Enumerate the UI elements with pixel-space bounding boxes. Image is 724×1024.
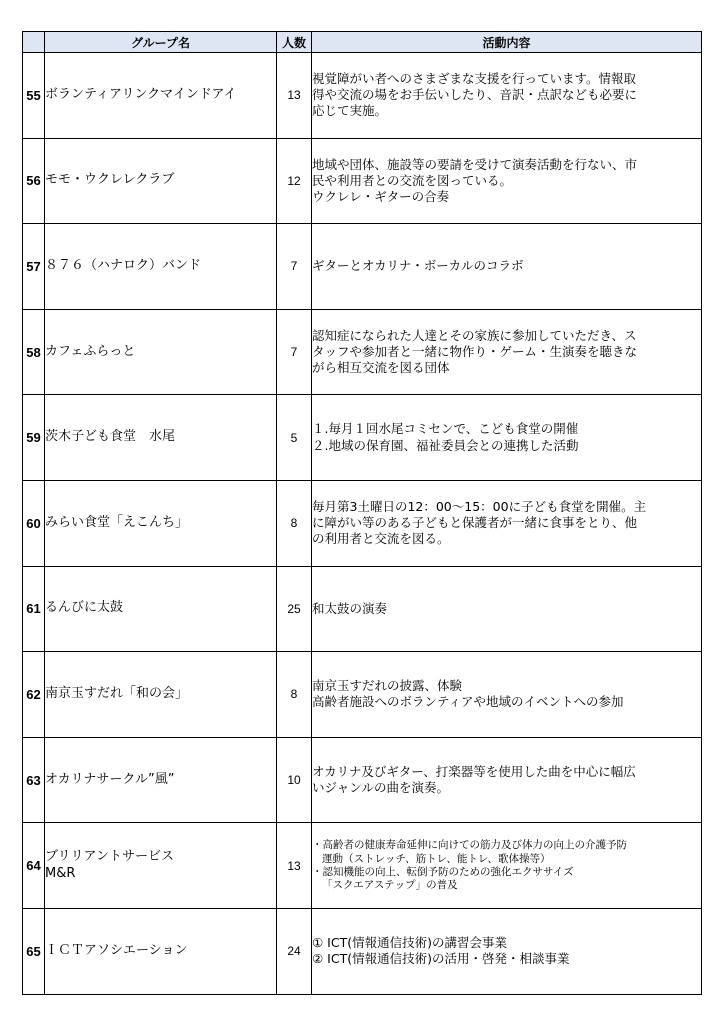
row-number: 62	[23, 652, 45, 738]
table-row	[23, 224, 702, 310]
row-number: 59	[23, 395, 45, 481]
row-number: 60	[23, 480, 45, 566]
row-number: 61	[23, 566, 45, 652]
group-activity-table	[22, 31, 702, 995]
member-count: 12	[277, 138, 312, 224]
group-name: モモ・ウクレレクラブ	[45, 138, 277, 224]
header-number	[23, 32, 45, 53]
group-name: るんびに太鼓	[45, 566, 277, 652]
row-number: 57	[23, 224, 45, 310]
activity-description: 認知症になられた人達とその家族に参加していただき、ス タッフや参加者と一緒に物作り・ゲーム・生演奏を聴きな がら相互交流を図る団体	[312, 309, 702, 395]
activity-description: ① ICT(情報通信技術)の講習会事業 ② ICT(情報通信技術)の活用・啓発・相談事業	[312, 908, 702, 994]
member-count: 5	[277, 395, 312, 481]
table-row	[23, 480, 702, 566]
table-row	[23, 53, 702, 139]
group-name: 茨木子ども食堂 水尾	[45, 395, 277, 481]
row-number: 63	[23, 737, 45, 823]
member-count: 8	[277, 652, 312, 738]
table-row	[23, 566, 702, 652]
row-number: 65	[23, 908, 45, 994]
member-count: 24	[277, 908, 312, 994]
header-members: 人数	[277, 32, 312, 53]
activity-description: 地域や団体、施設等の要請を受けて演奏活動を行ない、市 民や利用者との交流を図っている。 ウクレレ・ギターの合奏	[312, 138, 702, 224]
table-header-row	[23, 32, 702, 53]
table-row	[23, 138, 702, 224]
table-row	[23, 395, 702, 481]
activity-description: ギターとオカリナ・ボーカルのコラボ	[312, 224, 702, 310]
table-row	[23, 309, 702, 395]
table-row	[23, 737, 702, 823]
table-row	[23, 823, 702, 909]
group-name: 南京玉すだれ「和の会」	[45, 652, 277, 738]
activity-description: 毎月第3土曜日の12：00～15：00に子ども食堂を開催。主 に障がい等のある子どもと保護者が一緒に食事をとり、他 の利用者と交流を図る。	[312, 480, 702, 566]
member-count: 7	[277, 224, 312, 310]
activity-description: 和太鼓の演奏	[312, 566, 702, 652]
row-number: 58	[23, 309, 45, 395]
header-activity: 活動内容	[312, 32, 702, 53]
row-number: 56	[23, 138, 45, 224]
header-group-name: グループ名	[45, 32, 277, 53]
member-count: 25	[277, 566, 312, 652]
group-name: オカリナサークル”風”	[45, 737, 277, 823]
group-name: カフェふらっと	[45, 309, 277, 395]
member-count: 7	[277, 309, 312, 395]
member-count: 13	[277, 53, 312, 139]
activity-description: ・高齢者の健康寿命延伸に向けての筋力及び体力の向上の介護予防 運動（ストレッチ、筋トレ、能トレ、歌体操等） ・認知機能の向上、転倒予防のための強化エクササイズ 「スクエアステップ」の普及	[312, 823, 702, 909]
group-name: ＩＣＴアソシエーション	[45, 908, 277, 994]
table-row	[23, 908, 702, 994]
activity-description: 南京玉すだれの披露、体験 高齢者施設へのボランティアや地域のイベントへの参加	[312, 652, 702, 738]
member-count: 8	[277, 480, 312, 566]
member-count: 13	[277, 823, 312, 909]
activity-description: 視覚障がい者へのさまざまな支援を行っています。情報取 得や交流の場をお手伝いしたり、音訳・点訳なども必要に 応じて実施。	[312, 53, 702, 139]
activity-description: オカリナ及びギター、打楽器等を使用した曲を中心に幅広 いジャンルの曲を演奏。	[312, 737, 702, 823]
table-row	[23, 652, 702, 738]
group-name: ボランティアリンクマインドアイ	[45, 53, 277, 139]
member-count: 10	[277, 737, 312, 823]
activity-description: １.毎月１回水尾コミセンで、こども食堂の開催 ２.地域の保育園、福祉委員会との連携した活動	[312, 395, 702, 481]
row-number: 55	[23, 53, 45, 139]
group-name: ブリリアントサービス M&R	[45, 823, 277, 909]
group-name: ８７６（ハナロク）バンド	[45, 224, 277, 310]
group-name: みらい食堂「えこんち」	[45, 480, 277, 566]
row-number: 64	[23, 823, 45, 909]
